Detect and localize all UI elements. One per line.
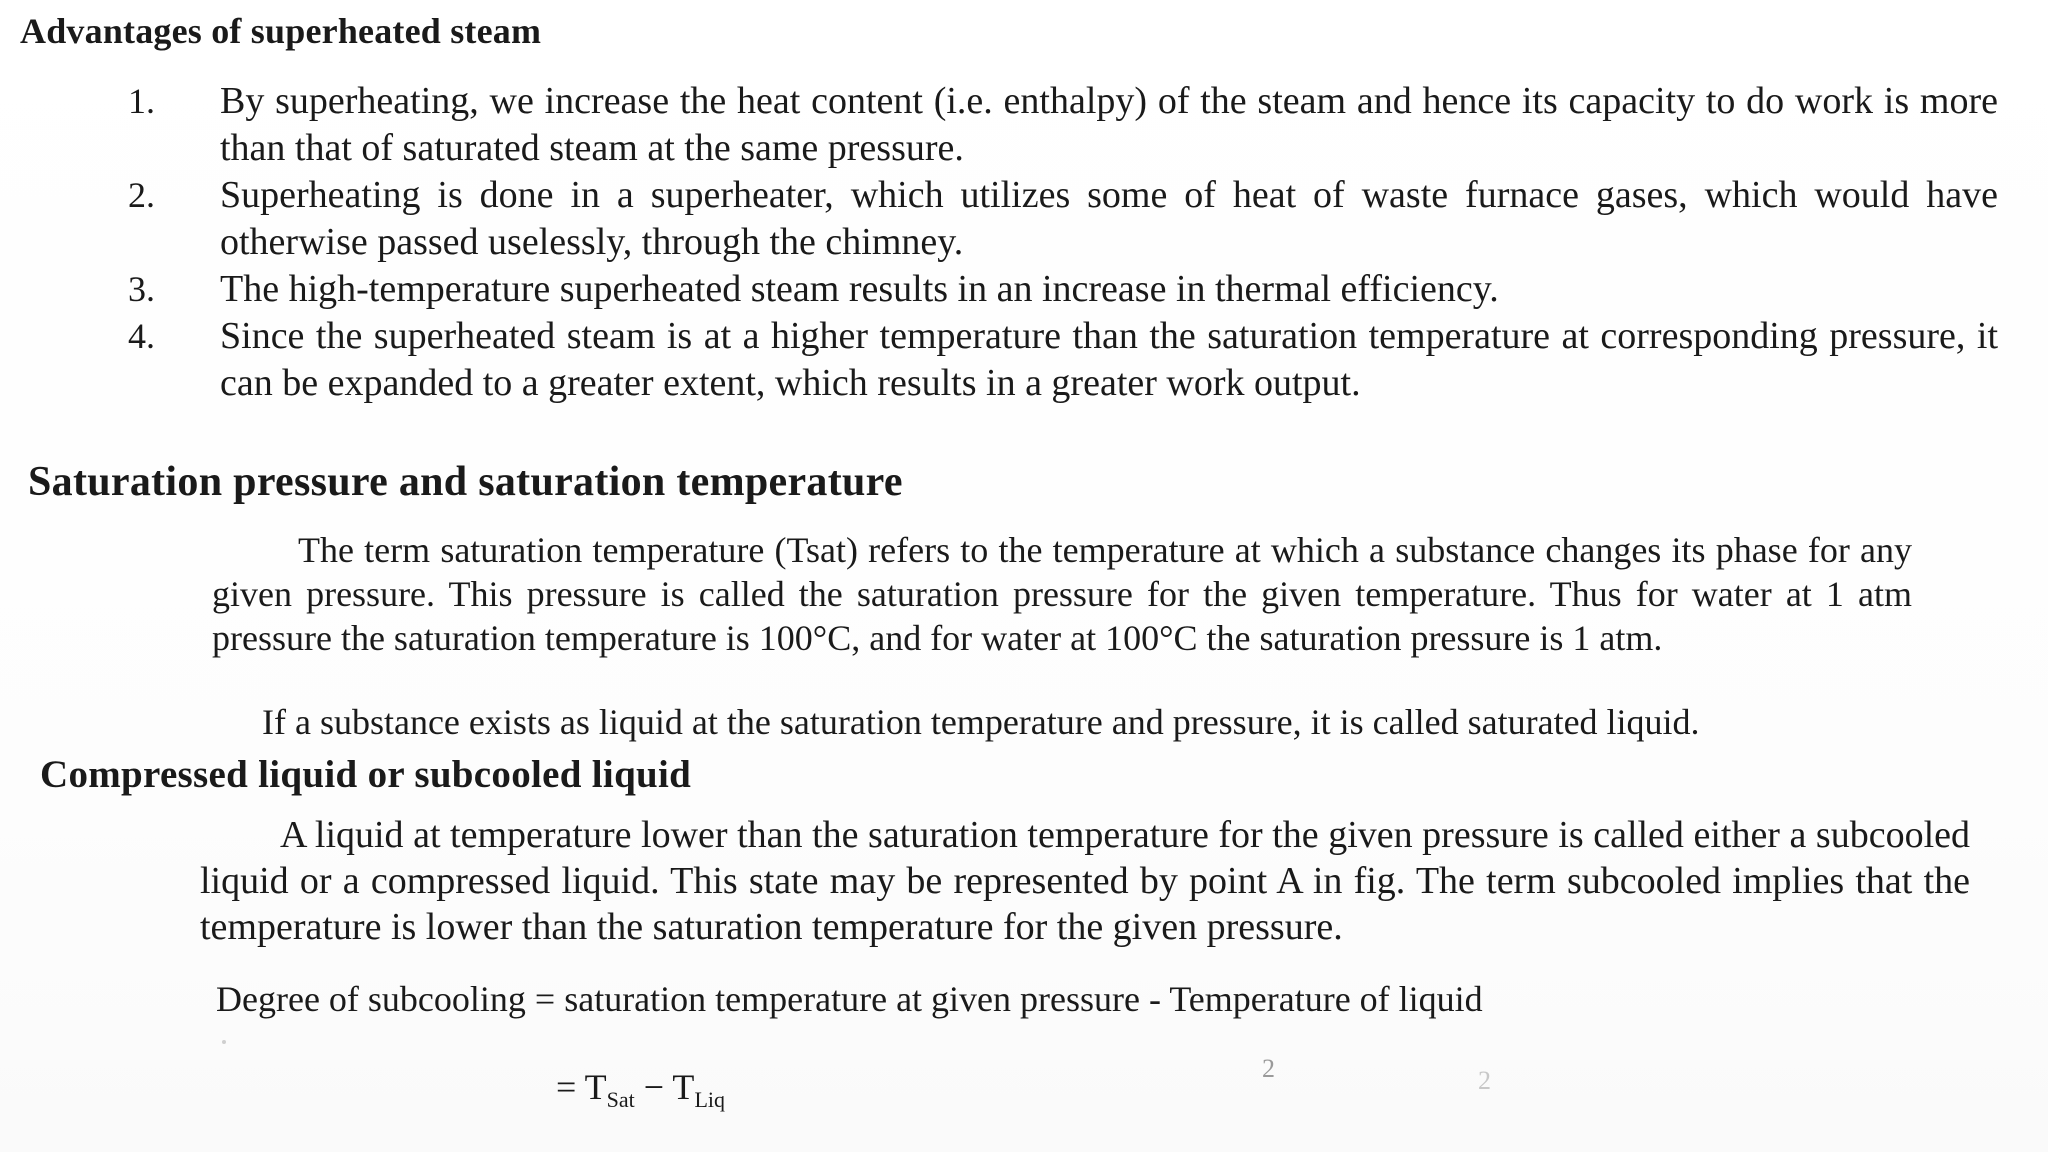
advantages-list [128, 78, 1998, 407]
subcooling-formula-definition: Degree of subcooling = saturation temperature at given pressure - Temperature of liquid [216, 979, 1483, 1019]
formula-subscript-liq: Liq [694, 1087, 725, 1113]
list-item-number: 1. [128, 81, 155, 121]
list-item-number: 2. [128, 175, 155, 215]
saturation-paragraph: The term saturation temperature (Tsat) refers to the temperature at which a substance changes its phase for any given pressure. This pressure is called the saturation pressure for the given temperature. Thus for water at 1 atm pressure the saturation temperature is 100°C, and for water at 100°C the saturation pressure is 1 atm. [212, 530, 1912, 658]
list-item-text: By superheating, we increase the heat content (i.e. enthalpy) of the steam and hence its capacity to do work is more than that of saturated steam at the same pressure. [220, 80, 1998, 169]
list-item [128, 172, 1998, 266]
list-item-number: 3. [128, 269, 155, 309]
list-item [128, 313, 1998, 407]
subcooled-paragraph: A liquid at temperature lower than the saturation temperature for the given pressure is called either a subcooled liquid or a compressed liquid. This state may be represented by point A in fig. The term subcooled implies that the temperature is lower than the saturation temperature for the given pressure. [200, 814, 1970, 948]
heading-compressed-liquid: Compressed liquid or subcooled liquid [40, 753, 692, 796]
list-item-text: Since the superheated steam is at a higher temperature than the saturation temperature at corresponding pressure, it can be expanded to a greater extent, which results in a greater work output. [220, 315, 1998, 404]
formula-subscript-sat: Sat [606, 1087, 635, 1113]
heading-advantages: Advantages of superheated steam [20, 11, 542, 51]
list-item-text: Superheating is done in a superheater, which utilizes some of heat of waste furnace gases, which would have otherwise passed uselessly, through the chimney. [220, 174, 1998, 263]
subcooling-formula-expression [556, 1066, 725, 1113]
formula-prefix: = T [556, 1067, 607, 1107]
scan-speck [222, 1040, 226, 1044]
formula-minus: − T [634, 1067, 695, 1107]
stray-mark: 2 [1262, 1054, 1275, 1083]
saturated-liquid-paragraph: If a substance exists as liquid at the saturation temperature and pressure, it is called saturated liquid. [262, 702, 1700, 742]
stray-mark: 2 [1478, 1066, 1491, 1095]
heading-saturation: Saturation pressure and saturation temperature [28, 459, 903, 505]
list-item-text: The high-temperature superheated steam results in an increase in thermal efficiency. [220, 268, 1499, 310]
list-item [128, 78, 1998, 172]
list-item [128, 266, 1998, 313]
list-item-number: 4. [128, 316, 155, 356]
